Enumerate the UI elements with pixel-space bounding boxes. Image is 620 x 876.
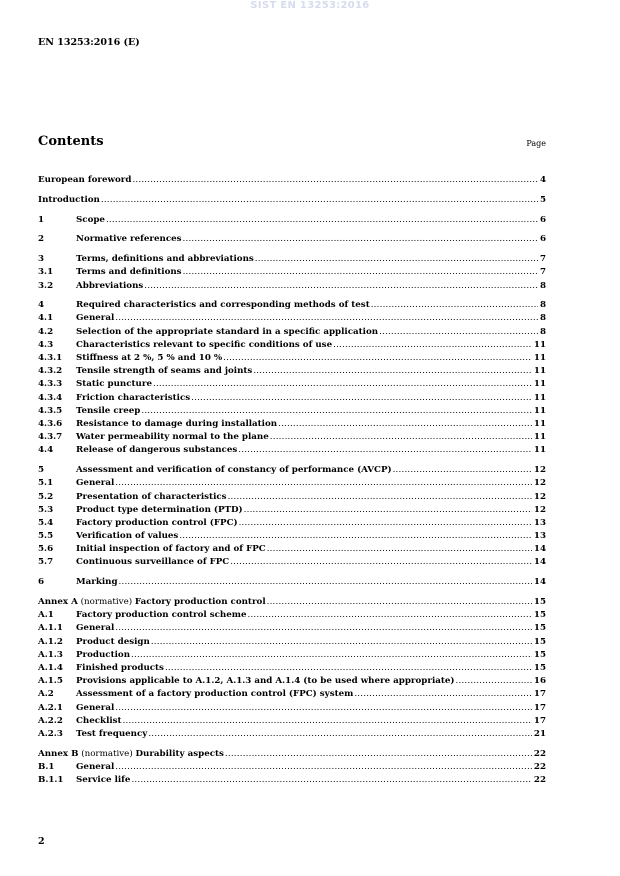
toc-entry-number: A.1.1 [38, 623, 63, 634]
toc-entry-title: Service life [76, 775, 131, 786]
document-id: EN 13253:2016 (E) [38, 37, 140, 48]
toc-entry[interactable] [38, 477, 546, 490]
toc-entry-title-part: Durability aspects [135, 748, 224, 759]
toc-entry-title: Scope [76, 214, 105, 225]
toc-leader-dots [224, 748, 532, 761]
toc-entry[interactable] [38, 266, 546, 279]
toc-leader-dots [114, 702, 532, 715]
toc-entry-page: 11 [533, 339, 546, 350]
toc-entry-title: General [76, 478, 115, 489]
toc-entry-number: 3.2 [38, 280, 54, 291]
toc-entry-number: 4.3.7 [38, 432, 63, 443]
toc-entry[interactable] [38, 299, 546, 312]
toc-entry-number: A.1.2 [38, 636, 63, 647]
toc-entry[interactable] [38, 233, 546, 246]
toc-entry[interactable] [38, 491, 546, 504]
toc-entry-title: Resistance to damage during installation [76, 418, 278, 429]
toc-entry-title: Introduction [38, 194, 100, 205]
toc-entry-number: 6 [38, 577, 45, 588]
toc-leader-dots [247, 609, 532, 622]
toc-entry[interactable] [38, 675, 546, 688]
toc-entry-title [38, 748, 224, 761]
toc-leader-dots [229, 556, 532, 569]
toc-entry-number: 4.3 [38, 339, 54, 350]
toc-entry-page: 13 [533, 531, 546, 542]
toc-entry-number: A.1.3 [38, 649, 63, 660]
toc-entry-title: General [76, 761, 115, 772]
toc-entry-title-part: Factory production control [134, 597, 266, 607]
toc-entry-page: 11 [533, 445, 546, 456]
toc-entry-page: 22 [533, 748, 546, 759]
toc-entry-title: Product design [76, 636, 150, 647]
toc-entry-page: 22 [533, 775, 546, 786]
toc-entry[interactable] [38, 444, 546, 457]
toc-entry-number: B.1.1 [38, 775, 64, 786]
toc-entry-page: 11 [533, 379, 546, 390]
toc-entry[interactable] [38, 194, 546, 207]
toc-entry-title: General [76, 313, 115, 324]
toc-entry[interactable] [38, 504, 546, 517]
toc-entry[interactable] [38, 405, 546, 418]
toc-leader-dots [130, 649, 532, 662]
toc-leader-dots [114, 622, 532, 635]
toc-entry[interactable] [38, 214, 546, 227]
toc-entry-number: 4.1 [38, 313, 54, 324]
toc-leader-dots [332, 339, 532, 352]
toc-entry-title: Tensile creep [76, 405, 141, 416]
toc-entry-page: 16 [533, 676, 546, 687]
toc-entry-title: Friction characteristics [76, 392, 191, 403]
toc-entry[interactable] [38, 378, 546, 391]
toc-entry-number: 4.3.1 [38, 353, 63, 364]
toc-entry-title: Characteristics relevant to specific conditions of use [76, 339, 333, 350]
toc-entry-number: 1 [38, 214, 45, 225]
toc-entry-page: 17 [533, 715, 546, 726]
toc-leader-dots [182, 266, 538, 279]
toc-leader-dots [243, 504, 532, 517]
toc-entry-page: 12 [533, 478, 546, 489]
toc-entry-number: 4.3.5 [38, 405, 63, 416]
toc-entry-title: Test frequency [76, 728, 148, 739]
toc-entry-title: Factory production control scheme [76, 610, 247, 621]
toc-entry-number: 3.1 [38, 267, 54, 278]
toc-entry-number: A.2.3 [38, 728, 63, 739]
toc-leader-dots [131, 174, 538, 187]
toc-leader-dots [266, 543, 532, 556]
toc-entry-page: 12 [533, 504, 546, 515]
toc-leader-dots [105, 214, 538, 227]
toc-entry-title-part: Annex A [38, 597, 78, 607]
toc-entry[interactable] [38, 326, 546, 339]
toc-leader-dots [150, 636, 532, 649]
toc-entry-title: General [76, 702, 115, 713]
toc-entry-title: Initial inspection of factory and of FPC [76, 544, 266, 555]
toc-entry-page: 15 [533, 649, 546, 660]
toc-entry[interactable] [38, 392, 546, 405]
toc-entry-number: A.2.2 [38, 715, 63, 726]
toc-entry-page: 15 [533, 636, 546, 647]
toc-entry-title: Static puncture [76, 379, 152, 390]
toc-entry[interactable] [38, 530, 546, 543]
toc-entry[interactable] [38, 253, 546, 266]
toc-entry-page: 8 [539, 326, 546, 337]
toc-entry-number: A.2.1 [38, 702, 63, 713]
toc-entry-page: 11 [533, 432, 546, 443]
toc-entry-title: Terms and definitions [76, 267, 182, 278]
toc-entry[interactable] [38, 352, 546, 365]
toc-entry-number: 5.3 [38, 504, 54, 515]
toc-leader-dots [266, 596, 532, 609]
toc-entry-number: A.1 [38, 610, 54, 621]
annex-status: (normative) [77, 597, 135, 607]
toc-leader-dots [455, 675, 532, 688]
toc-leader-dots [353, 688, 532, 701]
toc-entry-title: Terms, definitions and abbreviations [76, 254, 254, 265]
toc-entry[interactable] [38, 365, 546, 378]
toc-entry-title: Assessment of a factory production control (FPC) system [76, 689, 354, 700]
toc-leader-dots [130, 774, 531, 787]
toc-entry-page: 14 [533, 577, 546, 588]
toc-entry-title: Production [76, 649, 131, 660]
toc-entry-number: 4.2 [38, 326, 54, 337]
toc-entry-number: 2 [38, 234, 45, 245]
toc-entry[interactable] [38, 312, 546, 325]
toc-entry[interactable] [38, 556, 546, 569]
toc-entry[interactable] [38, 339, 546, 352]
toc-entry-number: A.1.4 [38, 662, 63, 673]
toc-entry[interactable] [38, 418, 546, 431]
toc-entry-page: 11 [533, 418, 546, 429]
toc-entry-page: 17 [533, 702, 546, 713]
page-column-label: Page [526, 139, 546, 148]
toc-entry-page: 6 [539, 234, 546, 245]
toc-entry[interactable] [38, 280, 546, 293]
toc-entry[interactable] [38, 431, 546, 444]
toc-entry-title: General [76, 623, 115, 634]
toc-entry[interactable] [38, 728, 546, 741]
toc-entry-title: Product type determination (PTD) [76, 504, 243, 515]
toc-entry-number: 5 [38, 465, 45, 476]
toc-entry-page: 5 [539, 194, 546, 205]
toc-entry-title: Continuous surveillance of FPC [76, 557, 230, 568]
toc-entry-page: 12 [533, 491, 546, 502]
toc-entry-title: Presentation of characteristics [76, 491, 227, 502]
toc-entry[interactable] [38, 636, 546, 649]
toc-leader-dots [114, 477, 532, 490]
toc-leader-dots [114, 312, 538, 325]
toc-entry-title: Release of dangerous substances [76, 445, 238, 456]
toc-entry-title: Required characteristics and corresponding methods of test [76, 300, 370, 311]
toc-leader-dots [190, 392, 532, 405]
toc-entry-title-part: Annex B [38, 748, 79, 759]
toc-entry-page: 12 [533, 465, 546, 476]
toc-entry-title: Provisions applicable to A.1.2, A.1.3 and A.1.4 (to be used where appropriate) [76, 676, 455, 687]
toc-entry-page: 17 [533, 689, 546, 700]
toc-leader-dots [238, 517, 532, 530]
toc-entry[interactable] [38, 761, 546, 774]
toc-entry-number: B.1 [38, 761, 55, 772]
toc-entry-page: 4 [539, 175, 546, 185]
toc-entry-title: Checklist [76, 715, 122, 726]
toc-entry-title: Water permeability normal to the plane [76, 432, 269, 443]
toc-entry[interactable] [38, 543, 546, 556]
toc-entry-title: Stiffness at 2 %, 5 % and 10 % [76, 353, 223, 364]
toc-entry[interactable] [38, 576, 546, 589]
toc-leader-dots [147, 728, 532, 741]
toc-leader-dots [178, 530, 532, 543]
toc-entry-number: 4.3.4 [38, 392, 63, 403]
toc-leader-dots [237, 444, 532, 457]
toc-leader-dots [122, 715, 532, 728]
toc-entry[interactable] [38, 688, 546, 701]
toc-entry[interactable] [38, 622, 546, 635]
toc-entry-page: 11 [533, 353, 546, 364]
toc-entry-page: 11 [533, 392, 546, 403]
toc-entry-title: Marking [76, 577, 118, 588]
toc-entry-page: 8 [539, 300, 546, 311]
toc-leader-dots [370, 299, 538, 312]
toc-leader-dots [254, 253, 538, 266]
toc-entry-page: 8 [539, 313, 546, 324]
toc-entry-number: 4.3.6 [38, 418, 63, 429]
toc-entry-page: 11 [533, 366, 546, 377]
toc-entry-page: 7 [539, 267, 546, 278]
toc-entry-title: Abbreviations [76, 280, 144, 291]
toc-entry-number: 4.3.2 [38, 366, 63, 377]
toc-entry-page: 15 [533, 610, 546, 621]
watermark: SIST EN 13253:2016 [250, 0, 370, 11]
toc-leader-dots [140, 405, 532, 418]
toc-entry-page: 13 [533, 517, 546, 528]
toc-entry-title: Selection of the appropriate standard in a specific application [76, 326, 379, 337]
toc-leader-dots [152, 378, 532, 391]
toc-entry-number: 4.4 [38, 445, 54, 456]
toc-entry[interactable] [38, 464, 546, 477]
toc-entry-title: Factory production control (FPC) [76, 517, 238, 528]
toc-leader-dots [277, 418, 532, 431]
toc-leader-dots [100, 194, 538, 207]
toc-entry-title: Verification of values [76, 531, 179, 542]
toc-entry[interactable] [38, 748, 546, 761]
toc-leader-dots [114, 761, 532, 774]
table-of-contents [38, 174, 546, 787]
toc-entry-page: 15 [533, 662, 546, 673]
toc-entry-page: 22 [533, 761, 546, 772]
toc-entry-number: 5.1 [38, 478, 54, 489]
toc-entry-number: 4.3.3 [38, 379, 63, 390]
toc-leader-dots [143, 280, 538, 293]
toc-leader-dots [182, 233, 538, 246]
toc-entry-title: Tensile strength of seams and joints [76, 366, 253, 377]
toc-entry-page: 14 [533, 557, 546, 568]
toc-entry-page: 14 [533, 544, 546, 555]
toc-entry-number: 5.4 [38, 517, 54, 528]
toc-entry-number: 5.2 [38, 491, 54, 502]
toc-leader-dots [227, 491, 532, 504]
toc-entry-number: 5.5 [38, 531, 54, 542]
page-number: 2 [38, 836, 45, 847]
toc-leader-dots [269, 431, 532, 444]
toc-entry-title: Normative references [76, 234, 182, 245]
annex-status: (normative) [78, 748, 136, 759]
toc-leader-dots [164, 662, 532, 675]
toc-entry[interactable] [38, 649, 546, 662]
toc-entry-page: 7 [539, 254, 546, 265]
toc-entry-page: 15 [533, 597, 546, 607]
toc-entry-page: 8 [539, 280, 546, 291]
toc-entry[interactable] [38, 174, 546, 187]
toc-entry-page: 15 [533, 623, 546, 634]
toc-entry[interactable] [38, 715, 546, 728]
toc-entry-number: A.1.5 [38, 676, 63, 687]
toc-entry-number: 4 [38, 300, 45, 311]
toc-entry-number: 5.6 [38, 544, 54, 555]
toc-entry-number: A.2 [38, 689, 54, 700]
toc-entry-title: European foreword [38, 175, 132, 185]
toc-leader-dots [118, 576, 532, 589]
toc-entry[interactable] [38, 609, 546, 622]
toc-entry[interactable] [38, 596, 546, 609]
toc-entry[interactable] [38, 774, 546, 787]
toc-entry[interactable] [38, 517, 546, 530]
toc-entry-page: 6 [539, 214, 546, 225]
toc-entry-title: Finished products [76, 662, 164, 673]
toc-leader-dots [392, 464, 532, 477]
toc-leader-dots [378, 326, 538, 339]
toc-entry[interactable] [38, 702, 546, 715]
page-title: Contents [38, 134, 104, 149]
toc-entry-title: Assessment and verification of constancy of performance (AVCP) [76, 465, 392, 476]
toc-entry-title [38, 596, 266, 609]
toc-entry-page: 21 [533, 728, 546, 739]
toc-leader-dots [222, 352, 532, 365]
toc-entry[interactable] [38, 662, 546, 675]
toc-entry-number: 5.7 [38, 557, 54, 568]
toc-leader-dots [252, 365, 532, 378]
toc-entry-number: 3 [38, 254, 45, 265]
toc-entry-page: 11 [533, 405, 546, 416]
